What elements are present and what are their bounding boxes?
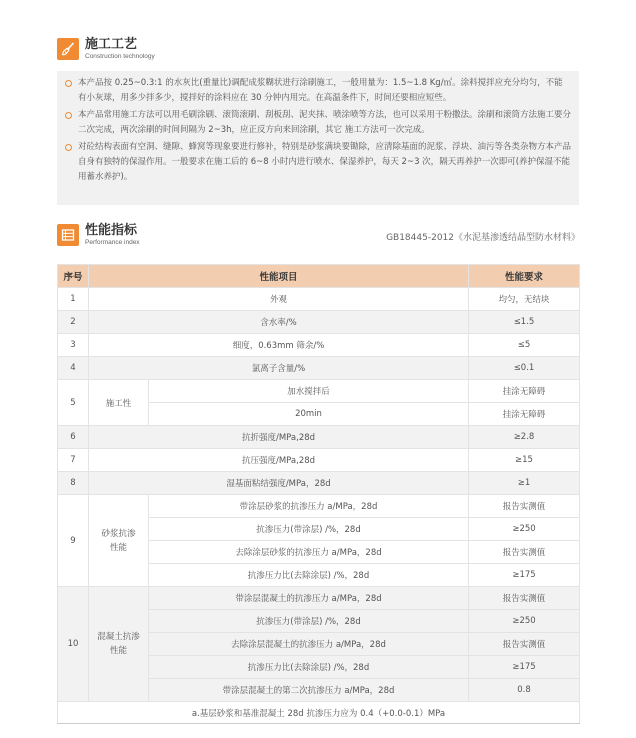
row-item: 去除涂层混凝土的抗渗压力 a/MPa，28d — [149, 633, 469, 656]
table-note: a.基层砂浆和基准混凝土 28d 抗渗压力应为 0.4（+0.0-0.1）MPa — [58, 702, 580, 724]
brush-icon — [57, 38, 79, 60]
row-item: 抗折强度/MPa,28d — [89, 426, 469, 449]
list-icon — [57, 224, 79, 246]
row-req: 0.8 — [469, 679, 580, 702]
row-item: 带涂层砂浆的抗渗压力 a/MPa，28d — [149, 495, 469, 518]
row-group: 砂浆抗渗 性能 — [89, 495, 149, 587]
circle-bullet-icon — [65, 112, 72, 119]
construction-box — [57, 71, 579, 205]
performance-header — [57, 220, 140, 250]
row-req: 报告实测值 — [469, 495, 580, 518]
standard-code: GB18445-2012《水泥基渗透结晶型防水材料》 — [386, 233, 580, 243]
row-req: ≥175 — [469, 656, 580, 679]
row-no: 4 — [58, 357, 89, 380]
row-no: 7 — [58, 449, 89, 472]
row-item: 外观 — [89, 288, 469, 311]
row-no: 8 — [58, 472, 89, 495]
row-group: 施工性 — [89, 380, 149, 426]
table-row — [58, 426, 580, 449]
table-row — [58, 380, 580, 403]
construction-item — [65, 76, 571, 107]
row-req: ≥2.8 — [469, 426, 580, 449]
performance-title: 性能指标 — [85, 223, 138, 238]
construction-title: 施工工艺 — [85, 37, 138, 52]
row-req: 挂涂无障碍 — [469, 403, 580, 426]
row-req: ≤0.1 — [469, 357, 580, 380]
construction-item-text: 对砼结构表面有空洞、缝隙、蜂窝等现象要进行修补，特别是砂浆满块要锄除，应清除基面的泥浆、浮块、油污等各类杂物方本产品自身有独特的保湿作用。一般要求在施工后的 6~8 小时内进行喷水、保湿养护，每天 2~3 次，隔天再养护一次即可(养护保湿不能用蓄水养护)。 — [78, 141, 572, 183]
row-no: 3 — [58, 334, 89, 357]
construction-item-text: 本产品按 0.25~0.3:1 的水灰比(重量比)调配成浆糊状进行涂刷施工，一般用量为：1.5~1.8 Kg/㎡。涂料搅拌应充分均匀，不能有小灰球，用多少拌多少，搅拌好的涂料应在 30 分钟内用完。在高温条件下，时间还要相应短些。 — [78, 78, 563, 104]
row-req: 报告实测值 — [469, 587, 580, 610]
table-row — [58, 288, 580, 311]
row-item: 20min — [149, 403, 469, 426]
table-row — [58, 357, 580, 380]
table-row — [58, 472, 580, 495]
performance-table — [57, 264, 580, 724]
row-req: 挂涂无障碍 — [469, 380, 580, 403]
table-row — [58, 587, 580, 610]
performance-subtitle: Performance index — [85, 239, 140, 246]
row-item: 湿基面粘结强度/MPa，28d — [89, 472, 469, 495]
row-req: 报告实测值 — [469, 541, 580, 564]
row-no: 6 — [58, 426, 89, 449]
row-item: 去除涂层砂浆的抗渗压力 a/MPa，28d — [149, 541, 469, 564]
row-item: 抗渗压力(带涂层) /%，28d — [149, 610, 469, 633]
row-item: 抗渗压力比(去除涂层) /%，28d — [149, 656, 469, 679]
header-item: 性能项目 — [89, 265, 469, 288]
construction-subtitle: Construction technology — [85, 53, 155, 60]
row-item: 加水搅拌后 — [149, 380, 469, 403]
row-req: ≥1 — [469, 472, 580, 495]
row-req: ≥15 — [469, 449, 580, 472]
row-group: 混凝土抗渗 性能 — [89, 587, 149, 702]
construction-item — [65, 140, 571, 186]
row-req: ≥250 — [469, 518, 580, 541]
row-item: 细度，0.63mm 筛余/% — [89, 334, 469, 357]
row-req: ≤1.5 — [469, 311, 580, 334]
row-item: 带涂层混凝土的抗渗压力 a/MPa，28d — [149, 587, 469, 610]
row-req: ≤5 — [469, 334, 580, 357]
row-req: ≥175 — [469, 564, 580, 587]
construction-item — [65, 108, 571, 139]
table-row — [58, 495, 580, 518]
header-req: 性能要求 — [469, 265, 580, 288]
row-req: 报告实测值 — [469, 633, 580, 656]
row-item: 带涂层混凝土的第二次抗渗压力 a/MPa，28d — [149, 679, 469, 702]
circle-bullet-icon — [65, 80, 72, 87]
row-item: 抗压强度/MPa,28d — [89, 449, 469, 472]
table-note-row — [58, 702, 580, 724]
row-req: ≥250 — [469, 610, 580, 633]
table-header-row — [58, 265, 580, 288]
circle-bullet-icon — [65, 144, 72, 151]
construction-item-text: 本产品常用施工方法可以用毛刷涂刷、滚筒滚刷、刮板刮、泥夹抹、喷涂喷等方法，也可以采用干粉撒法。涂刷和滚筒方法施工要分二次完成，两次涂刷的时间间隔为 2~3h，应正反方向来回涂刷，其它 施工方法可一次完成。 — [78, 109, 572, 136]
table-row — [58, 311, 580, 334]
row-item: 抗渗压力比(去除涂层) /%，28d — [149, 564, 469, 587]
row-no: 10 — [58, 587, 89, 702]
header-no: 序号 — [58, 265, 89, 288]
row-no: 2 — [58, 311, 89, 334]
construction-header — [57, 34, 155, 64]
row-no: 9 — [58, 495, 89, 587]
row-no: 5 — [58, 380, 89, 426]
row-req: 均匀，无结块 — [469, 288, 580, 311]
table-row — [58, 449, 580, 472]
row-item: 含水率/% — [89, 311, 469, 334]
row-no: 1 — [58, 288, 89, 311]
row-item: 抗渗压力(带涂层) /%，28d — [149, 518, 469, 541]
row-item: 氯离子含量/% — [89, 357, 469, 380]
table-row — [58, 334, 580, 357]
